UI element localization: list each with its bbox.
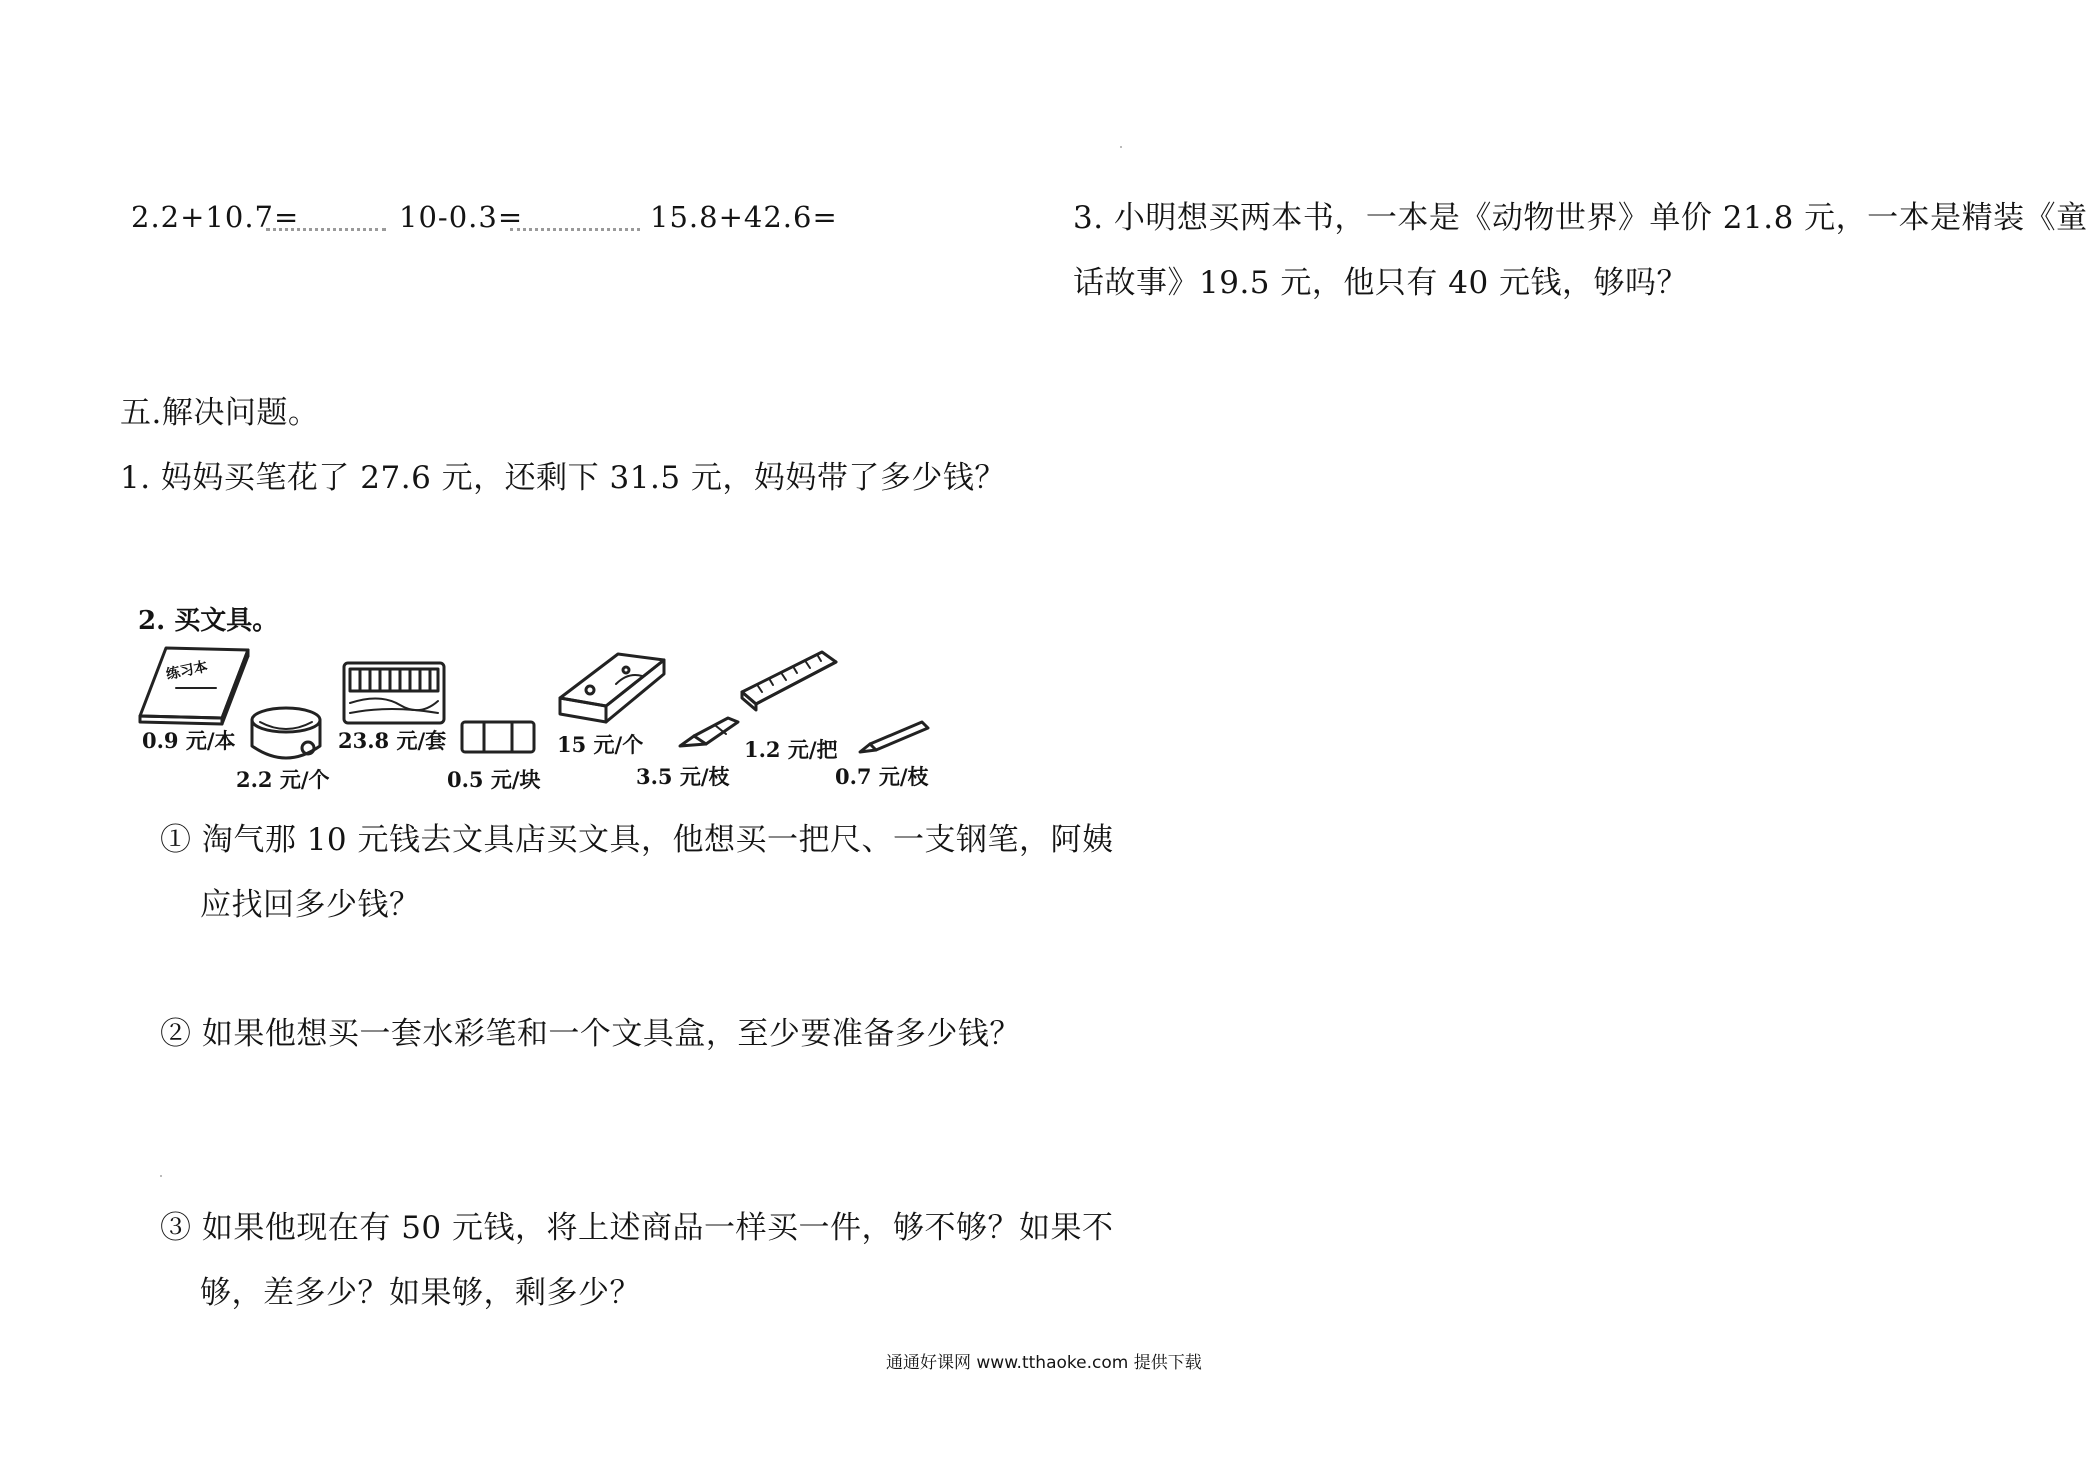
notebook-label: 练习本 xyxy=(164,658,210,684)
price-sharpener: 2.2 元/个 xyxy=(236,767,330,792)
calc-expression-3: 15.8+42.6= xyxy=(650,200,838,234)
answer-blank-2 xyxy=(510,224,640,231)
pencil-icon xyxy=(856,720,930,756)
answer-blank-1 xyxy=(266,224,386,231)
question-2-title: 2. 买文具。 xyxy=(138,606,279,636)
calc-expression-1: 2.2+10.7= xyxy=(131,200,300,234)
question-3-line-1: 3. 小明想买两本书，一本是《动物世界》单价 21.8 元，一本是精装《童 xyxy=(1073,200,2088,236)
ruler-icon xyxy=(738,648,840,712)
price-pencil: 0.7 元/枝 xyxy=(835,764,929,789)
footer-source: 通通好课网 www.tthaoke.com 提供下载 xyxy=(886,1353,1202,1373)
scan-speck xyxy=(1120,146,1122,148)
watercolor-pen-set-icon xyxy=(340,657,448,729)
question-2-part-1-line-2: 应找回多少钱？ xyxy=(200,887,421,923)
scan-speck xyxy=(160,1175,162,1177)
price-fountain-pen: 3.5 元/枝 xyxy=(636,764,730,789)
eraser-icon xyxy=(458,716,538,756)
fountain-pen-icon xyxy=(676,712,744,752)
price-watercolor-set: 23.8 元/套 xyxy=(338,728,447,753)
pencil-case-icon xyxy=(556,650,668,728)
price-notebook: 0.9 元/本 xyxy=(142,728,236,753)
calc-expression-2: 10-0.3= xyxy=(399,200,524,234)
price-eraser: 0.5 元/块 xyxy=(447,767,541,792)
pencil-sharpener-icon xyxy=(248,704,324,766)
question-2-part-1-line-1: ① 淘气那 10 元钱去文具店买文具，他想买一把尺、一支钢笔，阿姨 xyxy=(160,822,1114,858)
price-ruler: 1.2 元/把 xyxy=(744,737,838,762)
question-2-part-2: ② 如果他想买一套水彩笔和一个文具盒，至少要准备多少钱？ xyxy=(160,1016,1021,1052)
price-pencil-case: 15 元/个 xyxy=(557,732,644,757)
question-3-line-2: 话故事》19.5 元，他只有 40 元钱，够吗？ xyxy=(1073,265,1689,301)
section-title: 五.解决问题。 xyxy=(120,395,320,431)
question-1: 1. 妈妈买笔花了 27.6 元，还剩下 31.5 元，妈妈带了多少钱？ xyxy=(120,460,1006,496)
notebook-icon xyxy=(136,644,251,724)
question-2-part-3-line-2: 够，差多少？如果够，剩多少？ xyxy=(200,1275,641,1311)
question-2-part-3-line-1: ③ 如果他现在有 50 元钱，将上述商品一样买一件，够不够？如果不 xyxy=(160,1210,1114,1246)
